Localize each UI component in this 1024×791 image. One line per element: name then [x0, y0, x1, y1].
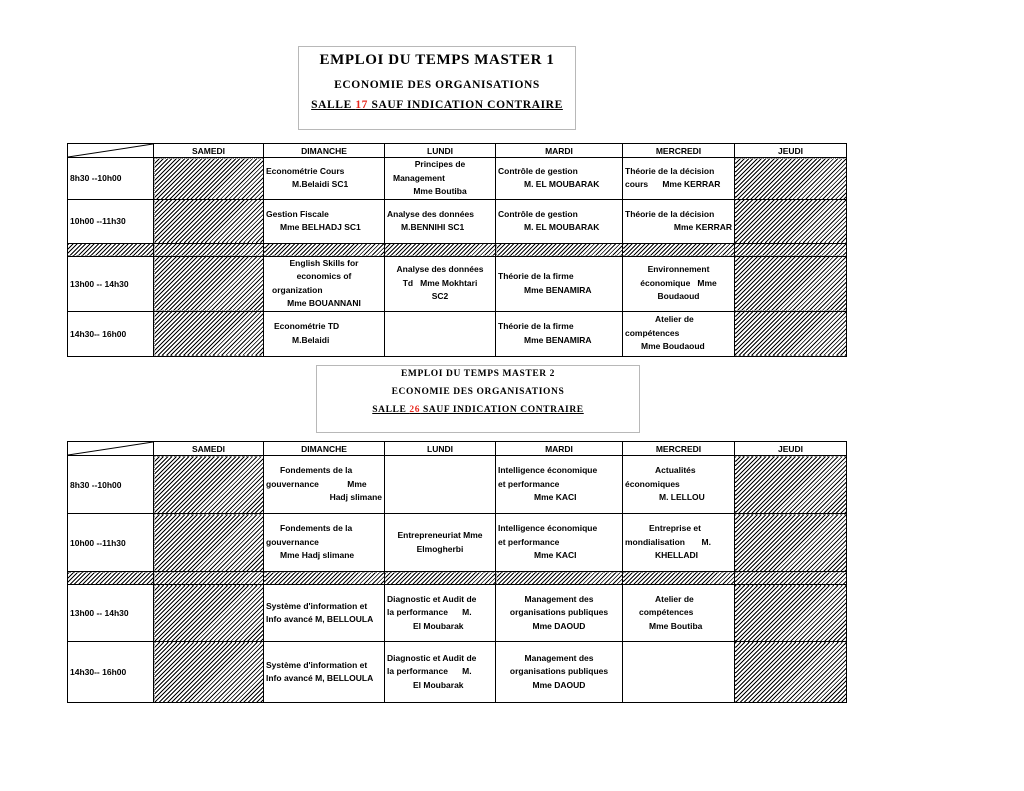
course-line: Mme Boudaoud	[641, 341, 705, 352]
course-line: Principes de	[414, 159, 466, 169]
hatched-cell	[154, 572, 264, 585]
hatched-cell	[735, 243, 847, 256]
course-line: Analyse des données	[396, 264, 484, 275]
course-line: compétences	[625, 327, 680, 338]
course-cell	[385, 199, 496, 243]
course-cell	[623, 256, 735, 311]
course-cell	[385, 514, 496, 572]
course-line: Hadj slimane	[329, 492, 382, 503]
course-line: Econométrie TD	[274, 321, 340, 331]
course-line: cours Mme KERRAR	[625, 179, 721, 190]
room-prefix: SALLE	[311, 99, 356, 111]
course-cell	[623, 311, 735, 356]
day-header-mardi: MARDI	[496, 442, 623, 456]
course-line: Mme Hadj slimane	[280, 550, 355, 561]
course-line: Mme BELHADJ SC1	[280, 222, 361, 232]
hatched-cell	[385, 572, 496, 585]
header-row	[68, 442, 847, 456]
course-line: Fondements de la	[280, 523, 353, 534]
course-cell	[264, 256, 385, 311]
day-header-mercredi: MERCREDI	[623, 442, 735, 456]
course-cell	[496, 158, 623, 200]
course-cell	[623, 585, 735, 642]
course-line: Système d'information et	[266, 600, 368, 611]
master1-timetable	[67, 143, 847, 357]
course-line: la performance M.	[387, 607, 472, 618]
time-slot: 10h00 --11h30	[68, 514, 154, 572]
course-line: organisations publiques	[509, 666, 609, 677]
time-slot: 8h30 --10h00	[68, 456, 154, 514]
corner-cell	[68, 144, 154, 158]
course-line: M.Belaidi SC1	[292, 179, 349, 190]
course-line: Fondements de la	[280, 465, 353, 476]
hatched-cell	[496, 572, 623, 585]
course-line: Environnement	[647, 264, 710, 275]
course-line: Mme KACI	[534, 492, 577, 503]
course-cell	[623, 199, 735, 243]
course-cell	[385, 158, 496, 200]
room-suffix: SAUF INDICATION CONTRAIRE	[368, 99, 563, 111]
slot-row	[68, 456, 847, 514]
day-header-jeudi: JEUDI	[735, 144, 847, 158]
hatched-cell	[154, 158, 264, 200]
course-line: Mme DAOUD	[532, 679, 586, 690]
course-cell	[385, 642, 496, 703]
master1-title: EMPLOI DU TEMPS MASTER 1	[319, 52, 555, 68]
room-number: 26	[409, 405, 421, 415]
course-line: Mme DAOUD	[532, 620, 586, 631]
course-line: English Skills for	[289, 257, 359, 268]
empty-cell	[623, 642, 735, 703]
course-line: Mme Boutiba	[413, 186, 467, 196]
course-line: économique Mme	[640, 277, 717, 288]
course-line: Atelier de	[655, 314, 694, 325]
day-header-dimanche: DIMANCHE	[264, 442, 385, 456]
master2-timetable	[67, 441, 847, 703]
slot-row	[68, 158, 847, 200]
hatched-cell	[154, 243, 264, 256]
course-line: la performance M.	[387, 666, 472, 677]
room-prefix: SALLE	[372, 405, 410, 415]
course-line: Mme BENAMIRA	[524, 284, 592, 295]
course-line: Entrepreneuriat Mme	[397, 530, 483, 540]
course-line: économiques	[625, 478, 680, 489]
course-line: gouvernance Mme	[266, 478, 367, 489]
course-line: Entreprise et	[649, 523, 701, 534]
time-slot: 8h30 --10h00	[68, 158, 154, 200]
time-slot: 13h00 -- 14h30	[68, 585, 154, 642]
hatched-cell	[496, 243, 623, 256]
hatched-cell	[154, 199, 264, 243]
day-header-lundi: LUNDI	[385, 442, 496, 456]
course-line: KHELLADI	[655, 550, 698, 561]
course-line: Mme BOUANNANI	[287, 298, 361, 308]
hatched-cell	[154, 456, 264, 514]
hatched-cell	[264, 243, 385, 256]
course-line: Théorie de la décision	[625, 208, 715, 219]
course-line: Système d'information et	[266, 659, 368, 670]
day-header-mardi: MARDI	[496, 144, 623, 158]
course-line: Management des	[524, 652, 594, 663]
master2-title-box	[316, 365, 640, 433]
course-line: compétences	[639, 607, 694, 618]
course-line: et performance	[498, 478, 560, 489]
course-line: Intelligence économique	[498, 523, 598, 534]
hatched-cell	[68, 243, 154, 256]
course-line: Mme KERRAR	[673, 222, 732, 232]
hatched-cell	[154, 585, 264, 642]
course-cell	[264, 585, 385, 642]
course-line: Elmogherbi	[416, 543, 464, 554]
course-cell	[496, 199, 623, 243]
day-header-mercredi: MERCREDI	[623, 144, 735, 158]
hatched-cell	[623, 243, 735, 256]
course-line: organization	[272, 284, 323, 295]
course-line: Management	[393, 172, 445, 183]
hatched-cell	[264, 572, 385, 585]
room-number: 17	[355, 99, 369, 111]
course-cell	[496, 456, 623, 514]
hatched-cell	[623, 572, 735, 585]
master1-title-box	[298, 46, 576, 130]
time-slot: 14h30-- 16h00	[68, 311, 154, 356]
lunch-break-row	[68, 572, 847, 585]
course-line: M. EL MOUBARAK	[524, 179, 600, 190]
course-cell	[496, 642, 623, 703]
day-header-lundi: LUNDI	[385, 144, 496, 158]
course-cell	[264, 158, 385, 200]
course-cell	[264, 456, 385, 514]
course-cell	[623, 158, 735, 200]
hatched-cell	[154, 642, 264, 703]
day-header-samedi: SAMEDI	[154, 442, 264, 456]
course-cell	[623, 456, 735, 514]
course-line: Management des	[524, 593, 594, 604]
course-cell	[264, 642, 385, 703]
course-line: M. LELLOU	[659, 492, 705, 503]
hatched-cell	[735, 199, 847, 243]
course-line: El Moubarak	[413, 679, 464, 690]
course-line: economics of	[296, 271, 352, 281]
course-line: M. EL MOUBARAK	[524, 222, 600, 232]
slot-row	[68, 256, 847, 311]
course-cell	[496, 311, 623, 356]
slot-row	[68, 514, 847, 572]
course-line: Boudaoud	[657, 291, 700, 302]
master2-title: EMPLOI DU TEMPS MASTER 2	[400, 369, 556, 379]
hatched-cell	[68, 572, 154, 585]
slot-row	[68, 311, 847, 356]
master1-room-line	[299, 99, 575, 111]
course-cell	[496, 514, 623, 572]
time-slot: 10h00 --11h30	[68, 199, 154, 243]
course-cell	[385, 256, 496, 311]
course-line: Contrôle de gestion	[498, 165, 578, 176]
course-line: Théorie de la firme	[498, 321, 574, 331]
day-header-dimanche: DIMANCHE	[264, 144, 385, 158]
course-line: Diagnostic et Audit de	[387, 593, 477, 604]
slot-row	[68, 199, 847, 243]
empty-cell	[385, 456, 496, 514]
hatched-cell	[735, 456, 847, 514]
day-header-jeudi: JEUDI	[735, 442, 847, 456]
master2-room-line	[317, 405, 639, 415]
course-cell	[264, 311, 385, 356]
empty-cell	[385, 311, 496, 356]
course-cell	[496, 585, 623, 642]
course-line: M.Belaidi	[292, 334, 330, 345]
hatched-cell	[154, 514, 264, 572]
course-line: Analyse des données	[387, 208, 474, 219]
hatched-cell	[735, 572, 847, 585]
course-cell	[496, 256, 623, 311]
course-line: Intelligence économique	[498, 465, 598, 476]
course-line: Info avancé M, BELLOULA	[266, 614, 374, 624]
course-line: organisations publiques	[509, 607, 609, 618]
course-line: mondialisation M.	[625, 536, 711, 547]
course-line: Mme Boutiba	[649, 620, 703, 631]
hatched-cell	[735, 642, 847, 703]
day-header-samedi: SAMEDI	[154, 144, 264, 158]
course-cell	[264, 514, 385, 572]
course-line: et performance	[498, 536, 560, 547]
course-line: Atelier de	[655, 593, 694, 604]
hatched-cell	[735, 311, 847, 356]
hatched-cell	[735, 256, 847, 311]
hatched-cell	[735, 585, 847, 642]
course-line: Contrôle de gestion	[498, 208, 578, 219]
time-slot: 14h30-- 16h00	[68, 642, 154, 703]
course-line: Actualités	[655, 465, 696, 476]
course-line: Gestion Fiscale	[266, 208, 329, 219]
hatched-cell	[154, 311, 264, 356]
course-line: Diagnostic et Audit de	[387, 652, 477, 663]
time-slot: 13h00 -- 14h30	[68, 256, 154, 311]
course-line: Info avancé M, BELLOULA	[266, 673, 374, 683]
slot-row	[68, 642, 847, 703]
lunch-break-row	[68, 243, 847, 256]
master2-subtitle: ECONOMIE DES ORGANISATIONS	[391, 387, 565, 397]
hatched-cell	[735, 514, 847, 572]
header-row	[68, 144, 847, 158]
room-suffix: SAUF INDICATION CONTRAIRE	[420, 405, 584, 415]
course-line: Théorie de la décision	[625, 165, 715, 176]
course-line: Théorie de la firme	[498, 271, 574, 281]
master1-subtitle: ECONOMIE DES ORGANISATIONS	[334, 79, 540, 91]
course-cell	[623, 514, 735, 572]
hatched-cell	[735, 158, 847, 200]
course-line: M.BENNIHI SC1	[401, 222, 465, 232]
course-line: Mme KACI	[534, 550, 577, 561]
course-line: El Moubarak	[413, 620, 464, 631]
corner-cell	[68, 442, 154, 456]
course-cell	[385, 585, 496, 642]
course-line: Econométrie Cours	[266, 165, 345, 176]
hatched-cell	[154, 256, 264, 311]
course-line: SC2	[431, 291, 449, 302]
hatched-cell	[385, 243, 496, 256]
slot-row	[68, 585, 847, 642]
course-line: Mme BENAMIRA	[524, 334, 592, 345]
course-line: gouvernance	[266, 536, 319, 547]
course-line: Td Mme Mokhtari	[402, 277, 478, 288]
course-cell	[264, 199, 385, 243]
